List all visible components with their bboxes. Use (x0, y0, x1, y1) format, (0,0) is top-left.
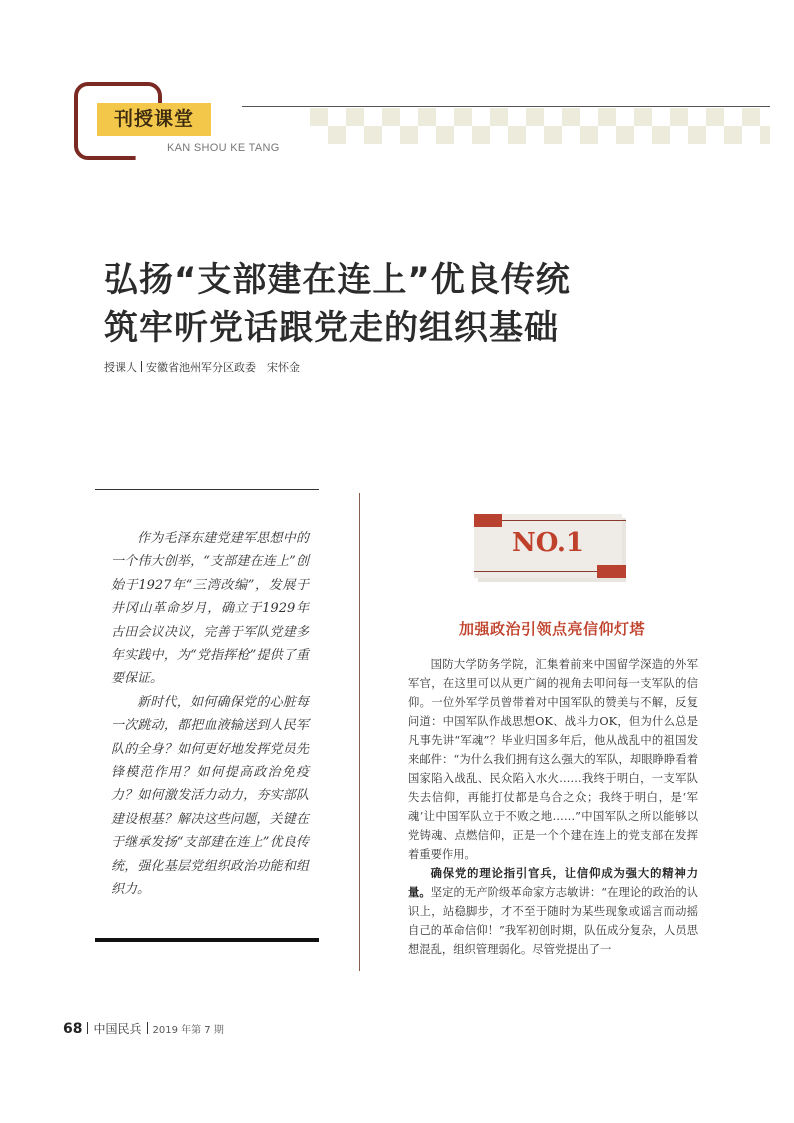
intro-paragraph-2: 新时代，如何确保党的心脏每一次跳动，都把血液输送到人民军队的全身？如何更好地发挥党员先锋模范作用？如何提高政治免疫力？如何激发活力动力，夯实部队建设根基？解决这些问题，关键在于继承发扬“支部建在连上”优良传统，强化基层党组织政治功能和组织力。 (111, 694, 309, 898)
article-title-line-1: 弘扬“支部建在连上”优良传统 (104, 260, 571, 300)
magazine-name: 中国民兵 (93, 1022, 142, 1036)
section-title: 加强政治引领点亮信仰灯塔 (458, 620, 645, 638)
byline-prefix: 授课人 (104, 361, 137, 374)
checker-pattern (310, 108, 770, 150)
byline-author: 安徽省池州军分区政委 宋怀金 (146, 361, 300, 374)
page-number: 68 (63, 1021, 83, 1037)
issue-label: 2019 年第 7 期 (152, 1025, 224, 1036)
body-paragraph-2-rest: 坚定的无产阶级革命家方志敏讲：“在理论的政治的认识上，站稳脚步，才不至于随时为某些现象或谣言而动摇自己的革命信仰！”我军初创时期，队伍成分复杂，人员思想混乱，组织管理弱化。尽管党提出了一 (408, 886, 698, 956)
header-rule (242, 106, 770, 107)
article-title-line-2: 筑牢听党话跟党走的组织基础 (104, 308, 559, 348)
body-paragraph-1: 国防大学防务学院，汇集着前来中国留学深造的外军军官，在这里可以从更广阔的视角去叩问每一支军队的信仰。一位外军学员曾带着对中国军队的赞美与不解，反复问道：中国军队作战思想OK、战斗力OK，但为什么总是凡事先讲“军魂”？毕业归国多年后，他从战乱中的祖国发来邮件：“为什么我们拥有这么强大的军队，却眼睁睁看着国家陷入战乱、民众陷入水火……我终于明白，一支军队失去信仰，再能打仗都是乌合之众；我终于明白，是‘军魂’让中国军队立于不败之地……”中国军队之所以能够以党铸魂、点燃信仰，正是一个个建在连上的党支部在发挥着重要作用。 (408, 658, 698, 861)
section-number-accent-bottom (597, 565, 626, 578)
footer-separator (147, 1022, 148, 1034)
section-number: NO.1 (511, 528, 585, 558)
footer-separator (87, 1022, 88, 1034)
intro-top-rule (95, 489, 319, 490)
intro-bottom-rule (95, 938, 319, 942)
section-label: 刊授课堂 (113, 108, 194, 130)
section-number-line-bottom (474, 571, 597, 572)
intro-paragraph-1: 作为毛泽东建党建军思想中的一个伟大创举，“支部建在连上”创始于1927年“三湾改编”，发展于井冈山革命岁月，确立于1929年古田会议决议，完善于军队党建多年实践中，为“党指挥枪”提供了重要保证。 (111, 531, 309, 687)
body-text (408, 655, 698, 959)
body-paragraph-2 (408, 864, 698, 959)
section-sub-label: KAN SHOU KE TANG (167, 142, 280, 154)
page-footer (63, 1018, 224, 1037)
byline (104, 359, 300, 375)
intro-text (111, 527, 309, 902)
body-paragraph-2-lead: 确保党的理论指引官兵，让信仰成为强大的精神力量。 (408, 867, 698, 899)
section-number-accent-top (474, 514, 502, 527)
section-number-line-top (502, 520, 626, 521)
column-divider (359, 493, 360, 971)
byline-separator (141, 361, 142, 372)
